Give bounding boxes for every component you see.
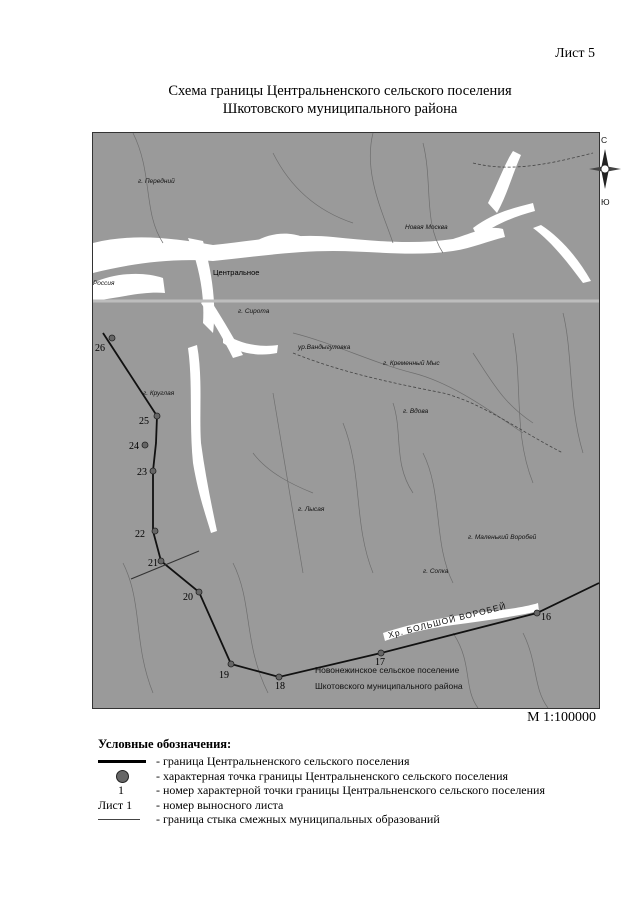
point-label: 17 [375, 657, 385, 668]
point-label: 18 [275, 681, 285, 692]
title-line-1: Схема границы Центральненского сельского поселения [168, 83, 512, 99]
place-name: г. Передний [138, 178, 175, 185]
neighbor-line-1: Новонежинское сельское поселение [315, 665, 460, 675]
place-name: г. Вдова [403, 408, 429, 415]
legend-title: Условные обозначения: [98, 737, 232, 751]
legend-item [98, 769, 598, 784]
point-label: 16 [541, 612, 551, 623]
legend-item [98, 783, 598, 798]
legend-item [98, 754, 598, 769]
point-label: 24 [129, 441, 139, 452]
legend-item [98, 798, 598, 813]
legend [98, 737, 598, 827]
map-scale: М 1:100000 [527, 710, 596, 725]
compass-south: Ю [601, 197, 610, 207]
boundary-line-symbol [98, 760, 146, 763]
place-name: г. Сопка [423, 568, 449, 575]
place-name: г. Маленький Воробей [468, 534, 537, 541]
place-name: Россия [93, 280, 115, 287]
place-name: Новая Москва [405, 224, 448, 231]
place-name: г. Сирота [238, 308, 270, 315]
legend-text: - характерная точка границы Центральненского сельского поселения [156, 768, 509, 783]
place-name: ур.Вандыгуловка [298, 344, 351, 351]
point-label: 26 [95, 343, 105, 354]
neighbor-line-2: Шкотовского муниципального района [315, 681, 463, 691]
map-canvas [93, 133, 610, 708]
map-title [0, 82, 640, 118]
point-dot-symbol [116, 770, 129, 783]
junction-line-symbol [98, 819, 140, 820]
point-label: 19 [219, 670, 229, 681]
place-name: г. Лысая [298, 506, 325, 513]
ridge-label: Хр. БОЛЬШОЙ ВОРОБЕЙ [387, 600, 508, 640]
point-label: 20 [183, 592, 193, 603]
point-label: 25 [139, 416, 149, 427]
legend-item [98, 812, 598, 827]
sheet-number: Лист 5 [555, 46, 595, 61]
title-line-2: Шкотовского муниципального района [222, 101, 458, 117]
point-label: 23 [137, 467, 147, 478]
point-label: 21 [148, 558, 158, 569]
point-number-symbol: 1 [118, 783, 124, 797]
compass-north: С [601, 135, 608, 145]
place-name: Центральное [213, 268, 260, 277]
map-area[interactable] [92, 132, 610, 709]
legend-text: - граница Центральненского сельского поселения [156, 754, 410, 768]
place-name: г. Круглая [143, 390, 175, 397]
legend-text: - номер характерной точки границы Центральненского сельского поселения [156, 783, 545, 797]
place-name: г. Кременный Мыс [383, 360, 440, 367]
point-label: 22 [135, 529, 145, 540]
legend-text: - граница стыка смежных муниципальных образований [156, 812, 440, 826]
sheet-number-symbol: Лист 1 [98, 797, 133, 812]
legend-text: - номер выносного листа [156, 797, 284, 812]
